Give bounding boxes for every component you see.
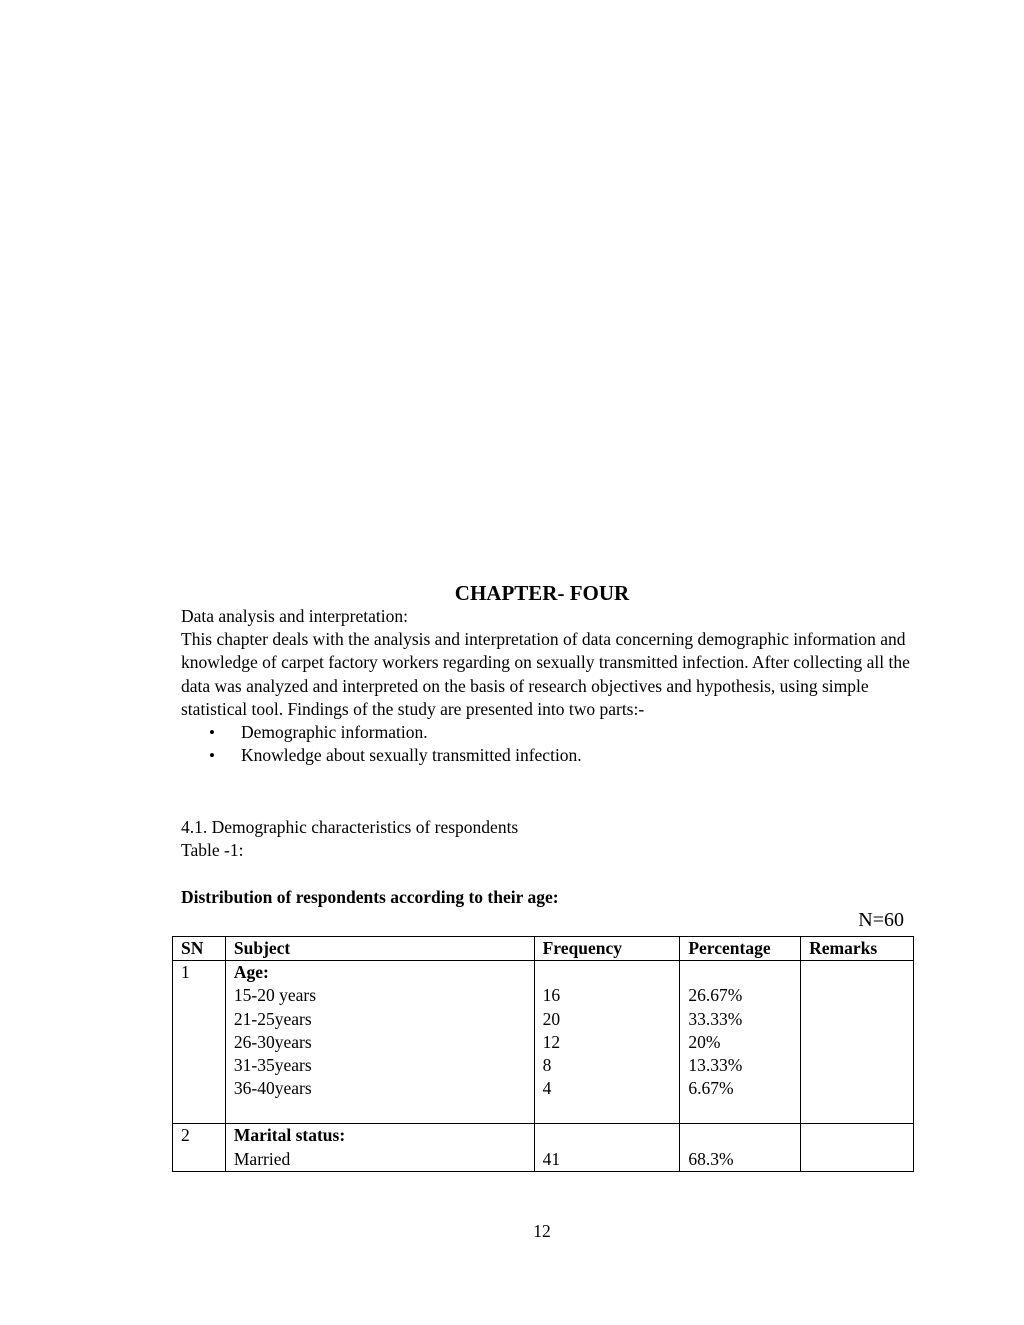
section-heading: 4.1. Demographic characteristics of respondents [181, 817, 519, 837]
spacer-cell [534, 1100, 680, 1124]
cell-remarks [801, 1077, 914, 1100]
cell-sn [173, 1031, 226, 1054]
cell-frequency [534, 961, 680, 985]
bullet-item [181, 744, 921, 767]
cell-percentage: 20% [680, 1031, 801, 1054]
intro-heading: Data analysis and interpretation: [181, 606, 408, 626]
cell-remarks [801, 1008, 914, 1031]
page-number: 12 [533, 1221, 551, 1241]
cell-sn [173, 1054, 226, 1077]
table-row [173, 1008, 914, 1031]
cell-subject: Married [225, 1148, 534, 1172]
cell-remarks [801, 1148, 914, 1172]
table-spacer-row [173, 1100, 914, 1124]
cell-sn: 2 [173, 1124, 226, 1148]
cell-category: Age: [225, 961, 534, 985]
cell-percentage: 33.33% [680, 1008, 801, 1031]
cell-remarks [801, 1031, 914, 1054]
cell-sn [173, 984, 226, 1007]
table-row [173, 1124, 914, 1148]
sample-size-label: N=60 [858, 909, 904, 931]
bullet-icon: • [209, 723, 215, 743]
cell-sn [173, 1077, 226, 1100]
cell-frequency: 8 [534, 1054, 680, 1077]
table-row [173, 961, 914, 985]
cell-subject: 15-20 years [225, 984, 534, 1007]
cell-subject: 26-30years [225, 1031, 534, 1054]
spacer-cell [225, 1100, 534, 1124]
cell-percentage: 68.3% [680, 1148, 801, 1172]
cell-subject: 31-35years [225, 1054, 534, 1077]
cell-percentage [680, 961, 801, 985]
chapter-title: CHAPTER- FOUR [454, 581, 630, 605]
header-subject: Subject [225, 937, 534, 961]
cell-subject: 21-25years [225, 1008, 534, 1031]
bullet-text: Knowledge about sexually transmitted infection. [241, 745, 582, 766]
spacer-cell [801, 1100, 914, 1124]
table-label: Table -1: [181, 840, 244, 861]
intro-bullet-list [181, 721, 921, 767]
bullet-text: Demographic information. [241, 722, 428, 743]
bullet-item [181, 721, 921, 744]
cell-percentage: 13.33% [680, 1054, 801, 1077]
bullet-icon: • [209, 746, 215, 766]
cell-subject: 36-40years [225, 1077, 534, 1100]
demographics-table [172, 936, 914, 1172]
intro-section [181, 605, 921, 767]
cell-percentage: 26.67% [680, 984, 801, 1007]
cell-percentage [680, 1124, 801, 1148]
cell-frequency: 4 [534, 1077, 680, 1100]
cell-remarks [801, 1054, 914, 1077]
table-row [173, 984, 914, 1007]
table-title: Distribution of respondents according to their age: [181, 887, 559, 907]
cell-sn [173, 1148, 226, 1172]
table-row [173, 1148, 914, 1172]
cell-frequency: 12 [534, 1031, 680, 1054]
intro-paragraph: This chapter deals with the analysis and interpretation of data concerning demographic information and knowledge of carpet factory workers regarding on sexually transmitted infection. After collecting all the data was analyzed and interpreted on the basis of research objectives and hypothesis, using simple statistical tool. Findings of the study are presented into two parts:- [181, 629, 910, 719]
table-header-row [173, 937, 914, 961]
header-remarks: Remarks [801, 937, 914, 961]
cell-percentage: 6.67% [680, 1077, 801, 1100]
spacer-cell [680, 1100, 801, 1124]
cell-frequency: 41 [534, 1148, 680, 1172]
table-row [173, 1077, 914, 1100]
header-percentage: Percentage [680, 937, 801, 961]
cell-category: Marital status: [225, 1124, 534, 1148]
cell-frequency [534, 1124, 680, 1148]
header-frequency: Frequency [534, 937, 680, 961]
spacer-cell [173, 1100, 226, 1124]
cell-sn: 1 [173, 961, 226, 985]
table-row [173, 1031, 914, 1054]
table-row [173, 1054, 914, 1077]
cell-remarks [801, 961, 914, 985]
cell-frequency: 20 [534, 1008, 680, 1031]
cell-remarks [801, 1124, 914, 1148]
cell-remarks [801, 984, 914, 1007]
cell-sn [173, 1008, 226, 1031]
section-heading-block [181, 816, 921, 862]
header-sn: SN [173, 937, 226, 961]
cell-frequency: 16 [534, 984, 680, 1007]
